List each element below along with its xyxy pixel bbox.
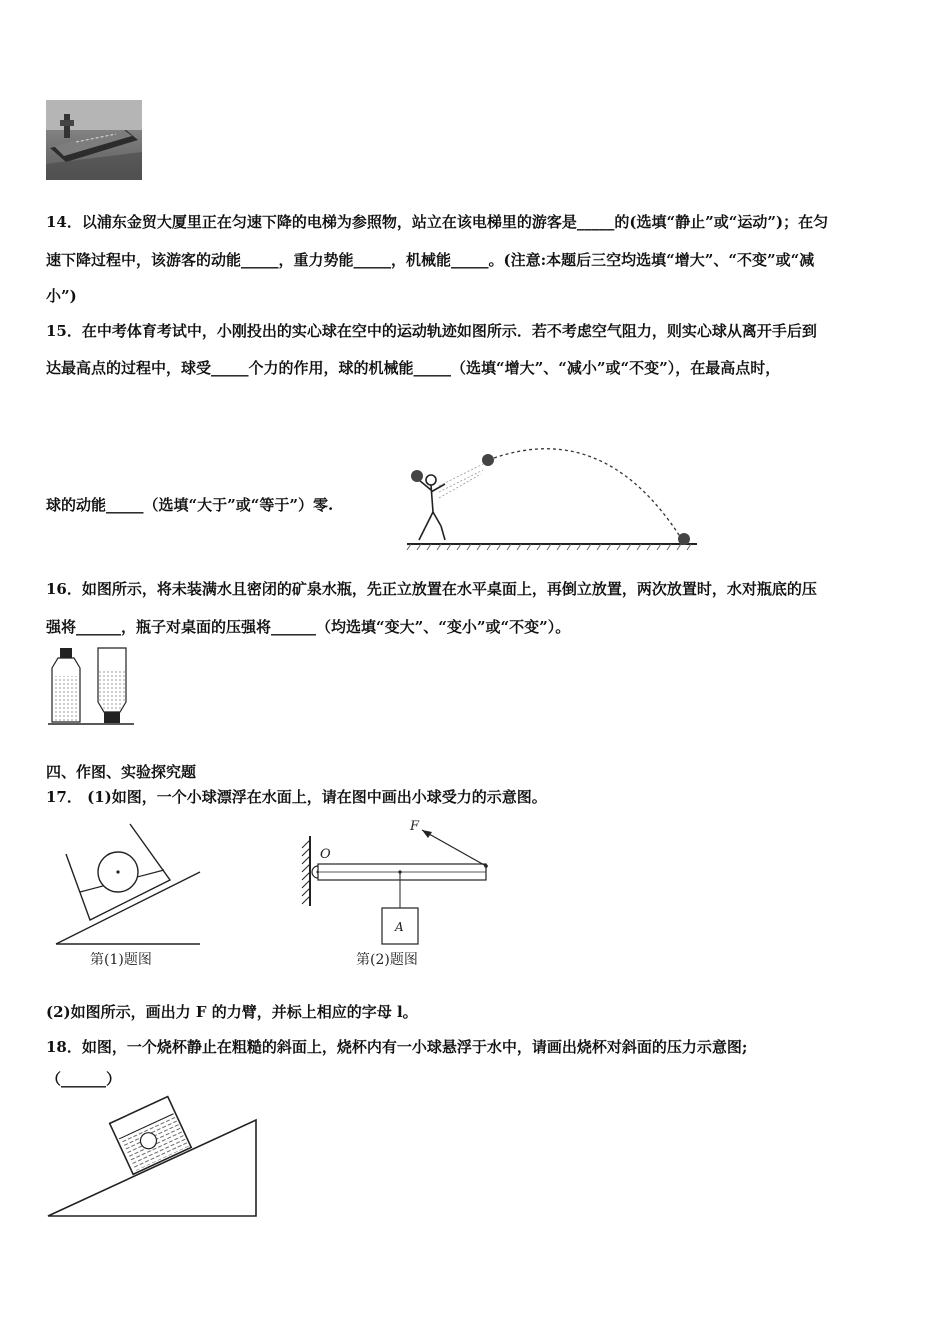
q16-line-2: 强将______，瓶子对桌面的压强将______（均选填“变大”、“变小”或“不变”）。	[46, 618, 571, 636]
q17-line-1: 17． (1)如图，一个小球漂浮在水面上，请在图中画出小球受力的示意图。	[46, 788, 547, 806]
q14-line-2: 速下降过程中，该游客的动能_____，重力势能_____，机械能_____。(注意:本题后三空均选填“增大”、“不变”或“减	[46, 251, 815, 269]
shot-put-trajectory-figure	[405, 440, 705, 555]
fig2-caption: 第(2)题图	[356, 952, 418, 968]
label-F: F	[410, 819, 420, 834]
beaker-on-incline-figure	[46, 1098, 262, 1220]
fig1-caption: 第(1)题图	[90, 952, 152, 968]
lever-figure	[298, 816, 498, 970]
q15-line-1: 15．在中考体育考试中，小刚投出的实心球在空中的运动轨迹如图所示．若不考虑空气阻力，则实心球从离开手后到	[46, 322, 817, 340]
water-bottles-figure	[46, 646, 136, 728]
q18-line-1: 18．如图，一个烧杯静止在粗糙的斜面上，烧杯内有一小球悬浮于水中，请画出烧杯对斜面的压力示意图;	[46, 1038, 748, 1056]
section-4-title: 四、作图、实验探究题	[46, 763, 197, 781]
floating-ball-figure	[52, 822, 212, 970]
q16-line-1: 16．如图所示，将未装满水且密闭的矿泉水瓶，先正立放置在水平桌面上，再倒立放置，两次放置时，水对瓶底的压	[46, 580, 817, 598]
q15-line-3: 球的动能_____（选填“大于”或“等于”）零.	[46, 496, 334, 514]
q14-line-3: 小”)	[46, 287, 77, 305]
label-O: O	[320, 847, 331, 862]
label-A: A	[395, 920, 404, 934]
q15-line-2: 达最高点的过程中，球受_____个力的作用，球的机械能_____（选填“增大”、“减小”或“不变”），在最高点时，	[46, 359, 781, 377]
q14-line-1: 14．以浦东金贸大厦里正在匀速下降的电梯为参照物，站立在该电梯里的游客是_____的(选填“静止”或“运动”)；在匀	[46, 213, 829, 231]
q18-line-2: （______）	[46, 1070, 122, 1088]
aircraft-carrier-photo	[46, 100, 142, 180]
q17-line-2: (2)如图所示，画出力 F 的力臂，并标上相应的字母 l。	[46, 1003, 418, 1021]
